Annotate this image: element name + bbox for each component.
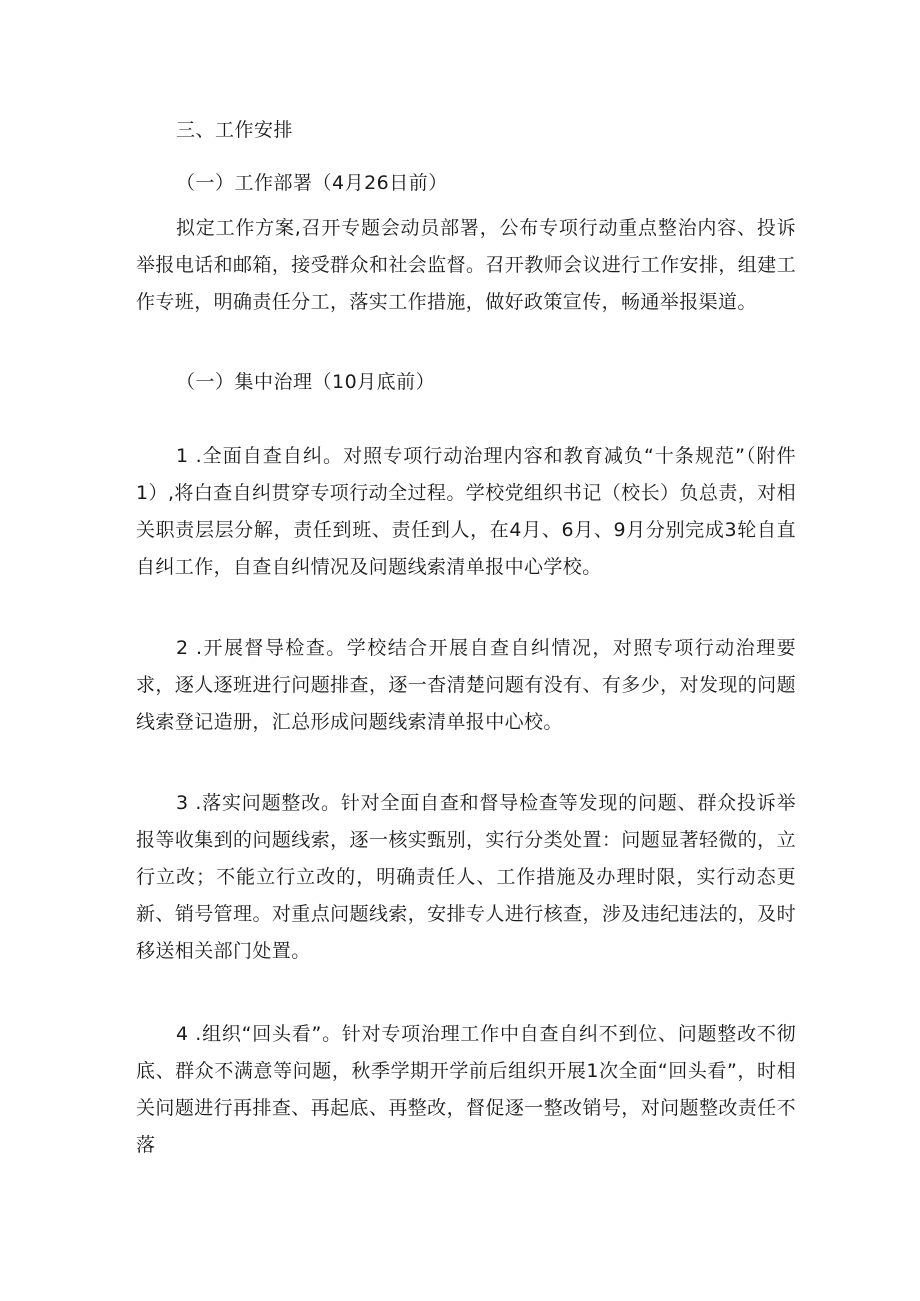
sub-heading-work-deployment: （一）工作部署（4月26日前） <box>176 172 448 194</box>
list-item-review: 4 .组织“回头看”。针对专项治理工作中自查自纠不到位、问题整改不彻底、群众不满意等问题，秋季学期开学前后组织开展1次全面“回头看”，时相关问题进行再排查、再起底、再整改，督促逐一整改销号，对问题整改责任不落 <box>136 1023 796 1156</box>
list-item-rectification: 3 .落实问题整改。针对全面自查和督导检查等发现的问题、群众投诉举报等收集到的问题线索，逐一核实甄别，实行分类处置：问题显著轻微的，立行立改；不能立行立改的，明确责任人、工作措施及办理时限，实行动态更新、销号管理。对重点问题线索，安排专人进行核查，涉及违纪违法的，及时移送相关部门处置。 <box>136 792 796 962</box>
intro-paragraph: 拟定工作方案,召开专题会动员部署，公布专项行动重点整治内容、投诉举报电话和邮箱，接受群众和社会监督。召开教师会议进行工作安排，组建工作专班，明确责任分工，落实工作措施，做好政策宣传，畅通举报渠道。 <box>136 217 796 313</box>
sub-heading-centralized-governance: （一）集中治理（10月底前） <box>176 371 436 393</box>
section-heading: 三、工作安排 <box>176 119 294 141</box>
list-item-self-inspection: 1 .全面自查自纠。对照专项行动治理内容和教育减负“十条规范”（附件1）,将白查自纠贯穿专项行动全过程。学校党组织书记（校长）负总责，对相关职责层层分解，责任到班、责任到人，在4月、6月、9月分别完成3轮自直自纠工作，自查自纠情况及问题线索清单报中心学校。 <box>136 445 796 578</box>
list-item-supervision: 2 .开展督导检查。学校结合开展自查自纠情况，对照专项行动治理要求，逐人逐班进行问题排查，逐一杳清楚问题有没有、有多少，对发现的问题线索登记造册，汇总形成问题线索清单报中心校。 <box>136 637 796 733</box>
